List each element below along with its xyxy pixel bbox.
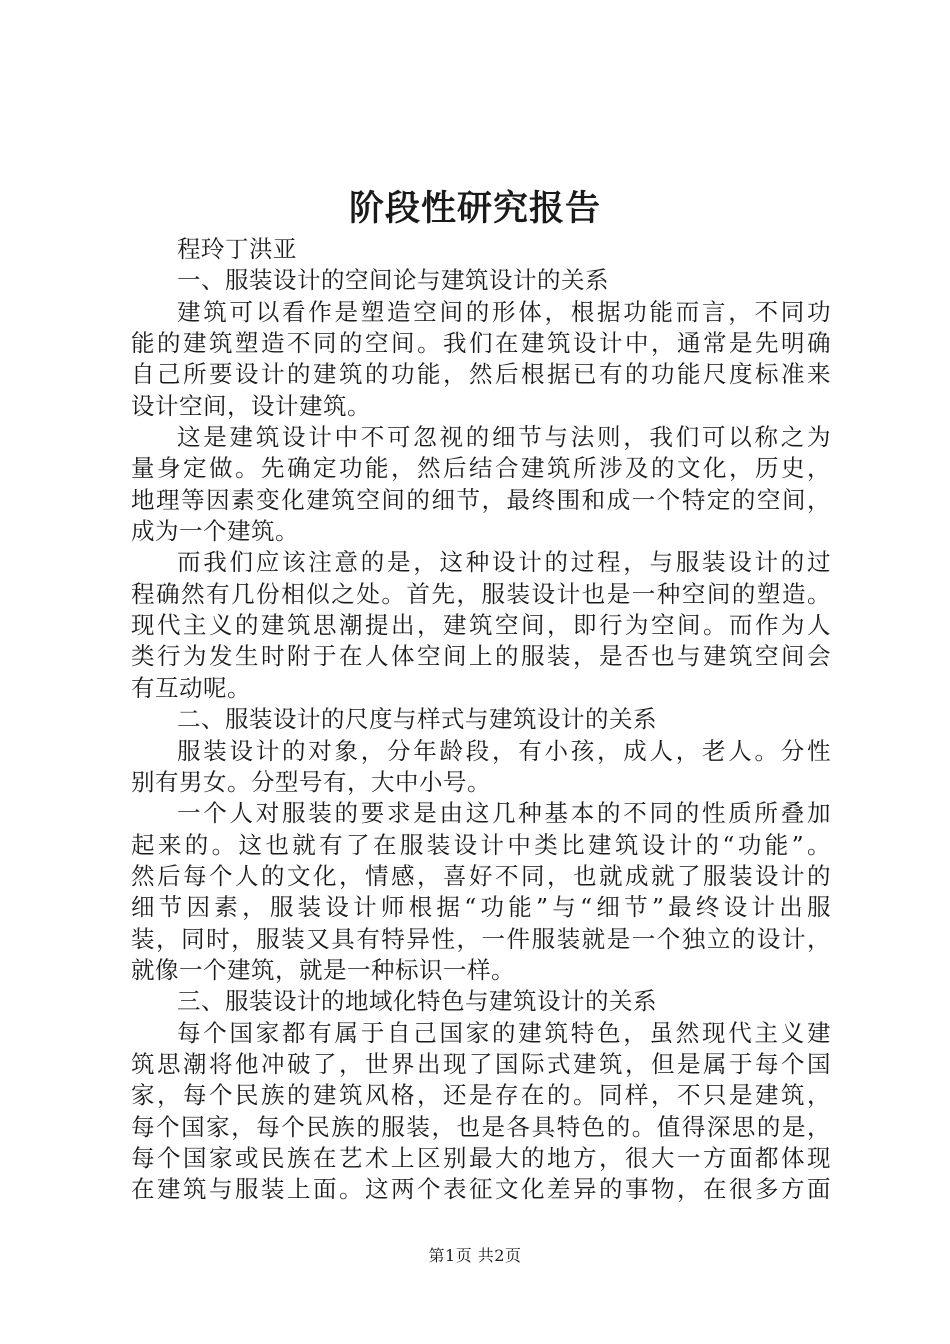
text-line: 服装设计的对象，分年龄段，有小孩，成人，老人。分性 (177, 736, 831, 765)
text-line: 装，同时，服装又具有特异性，一件服装就是一个独立的设计， (131, 924, 831, 953)
text-line: 一、服装设计的空间论与建筑设计的关系 (177, 266, 609, 295)
text-line: 类行为发生时附于在人体空间上的服装，是否也与建筑空间会 (131, 642, 831, 671)
text-line: 而我们应该注意的是，这种设计的过程，与服装设计的过 (177, 548, 831, 577)
text-line: 有互动呢。 (131, 673, 251, 702)
text-line: 一个人对服装的要求是由这几种基本的不同的性质所叠加 (177, 799, 831, 828)
text-line: 三、服装设计的地域化特色与建筑设计的关系 (177, 987, 657, 1016)
text-line: 细节因素，服装设计师根据“功能”与“细节”最终设计出服 (131, 893, 831, 922)
text-line: 别有男女。分型号有，大中小号。 (131, 767, 491, 796)
text-line: 程确然有几份相似之处。首先，服装设计也是一种空间的塑造。 (131, 579, 831, 608)
text-line: 能的建筑塑造不同的空间。我们在建筑设计中，通常是先明确 (131, 329, 831, 358)
text-line: 量身定做。先确定功能，然后结合建筑所涉及的文化，历史， (131, 454, 831, 483)
text-line: 自己所要设计的建筑的功能，然后根据已有的功能尺度标准来 (131, 360, 831, 389)
text-line: 建筑可以看作是塑造空间的形体，根据功能而言，不同功 (177, 297, 831, 326)
text-line: 每个国家，每个民族的服装，也是各具特色的。值得深思的是， (131, 1112, 831, 1141)
text-line: 起来的。这也就有了在服装设计中类比建筑设计的“功能”。 (131, 830, 831, 859)
text-line: 然后每个人的文化，情感，喜好不同，也就成就了服装设计的 (131, 861, 831, 890)
page-footer: 第1页 共2页 (428, 1246, 522, 1265)
text-line: 在建筑与服装上面。这两个表征文化差异的事物，在很多方面 (131, 1175, 831, 1204)
text-line: 地理等因素变化建筑空间的细节，最终围和成一个特定的空间， (131, 485, 831, 514)
text-line: 每个国家或民族在艺术上区别最大的地方，很大一方面都体现 (131, 1143, 831, 1172)
text-line: 成为一个建筑。 (131, 517, 299, 546)
text-line: 筑思潮将他冲破了，世界出现了国际式建筑，但是属于每个国 (131, 1049, 831, 1078)
document-title: 阶段性研究报告 (348, 188, 601, 229)
text-line: 每个国家都有属于自己国家的建筑特色，虽然现代主义建 (177, 1018, 831, 1047)
text-line: 程玲丁洪亚 (177, 235, 297, 263)
text-line: 这是建筑设计中不可忽视的细节与法则，我们可以称之为 (177, 423, 831, 452)
text-line: 现代主义的建筑思潮提出，建筑空间，即行为空间。而作为人 (131, 611, 831, 640)
text-line: 设计空间，设计建筑。 (131, 391, 371, 420)
text-line: 家，每个民族的建筑风格，还是存在的。同样，不只是建筑， (131, 1081, 831, 1110)
text-line: 就像一个建筑，就是一种标识一样。 (131, 955, 515, 984)
document-body (131, 234, 831, 1206)
text-line: 二、服装设计的尺度与样式与建筑设计的关系 (177, 705, 657, 734)
